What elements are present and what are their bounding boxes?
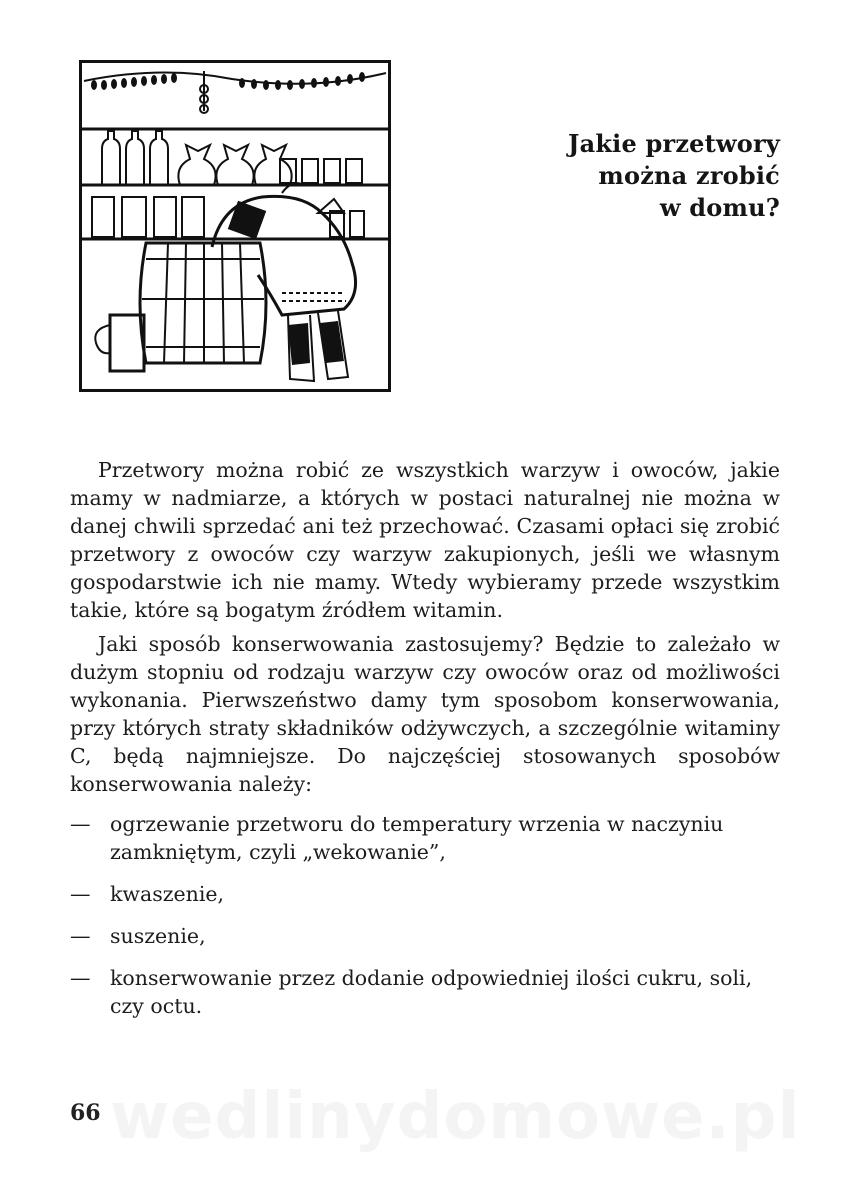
paragraph-1: Przetwory można robić ze wszystkich warzyw i owoców, jakie mamy w nadmiarze, a których w postaci naturalnej nie można w danej chwili sprzedać ani też przechować. Czasami opłaci się zrobić przetwory z owoców czy warzyw zakupionych, jeśli we własnym gospodarstwie ich nie mamy. Wtedy wybieramy przede wszystkim takie, które są bogatym źródłem witamin. — [70, 458, 780, 622]
list-dash: — — [70, 812, 91, 836]
page-number: 66 — [70, 1100, 101, 1126]
list-item-text: ogrzewanie przetworu do temperatury wrzenia w naczyniu zamkniętym, czyli „wekowanie”, — [110, 812, 724, 864]
title-line-3: w domu? — [659, 193, 780, 222]
watermark: wedlinydomowe.pl — [110, 1080, 801, 1154]
list-item — [70, 922, 780, 950]
paragraph-2: Jaki sposób konserwowania zastosujemy? Będzie to zależało w dużym stopniu od rodzaju warzyw czy owoców oraz od możliwości wykonania. Pierwszeństwo damy tym sposobom konserwowania, przy których straty składników odżywczych, a szczególnie witaminy C, będą najmniejsze. Do najczęściej stosowanych sposobów konserwowania należy: — [70, 632, 780, 796]
list-dash: — — [70, 966, 91, 990]
body-text — [70, 456, 780, 1034]
list-dash: — — [70, 924, 91, 948]
preservation-methods-list — [70, 810, 780, 1020]
pantry-drawing — [82, 63, 388, 389]
list-item-text: suszenie, — [110, 924, 206, 948]
list-item — [70, 964, 780, 1020]
list-item-text: kwaszenie, — [110, 882, 225, 906]
section-title — [568, 128, 780, 224]
title-line-1: Jakie przetwory — [568, 129, 780, 158]
list-item — [70, 880, 780, 908]
list-item-text: konserwowanie przez dodanie odpowiedniej ilości cukru, soli, czy octu. — [110, 966, 753, 1018]
pantry-illustration — [79, 60, 391, 392]
list-item — [70, 810, 780, 866]
title-line-2: można zrobić — [598, 161, 780, 190]
list-dash: — — [70, 882, 91, 906]
